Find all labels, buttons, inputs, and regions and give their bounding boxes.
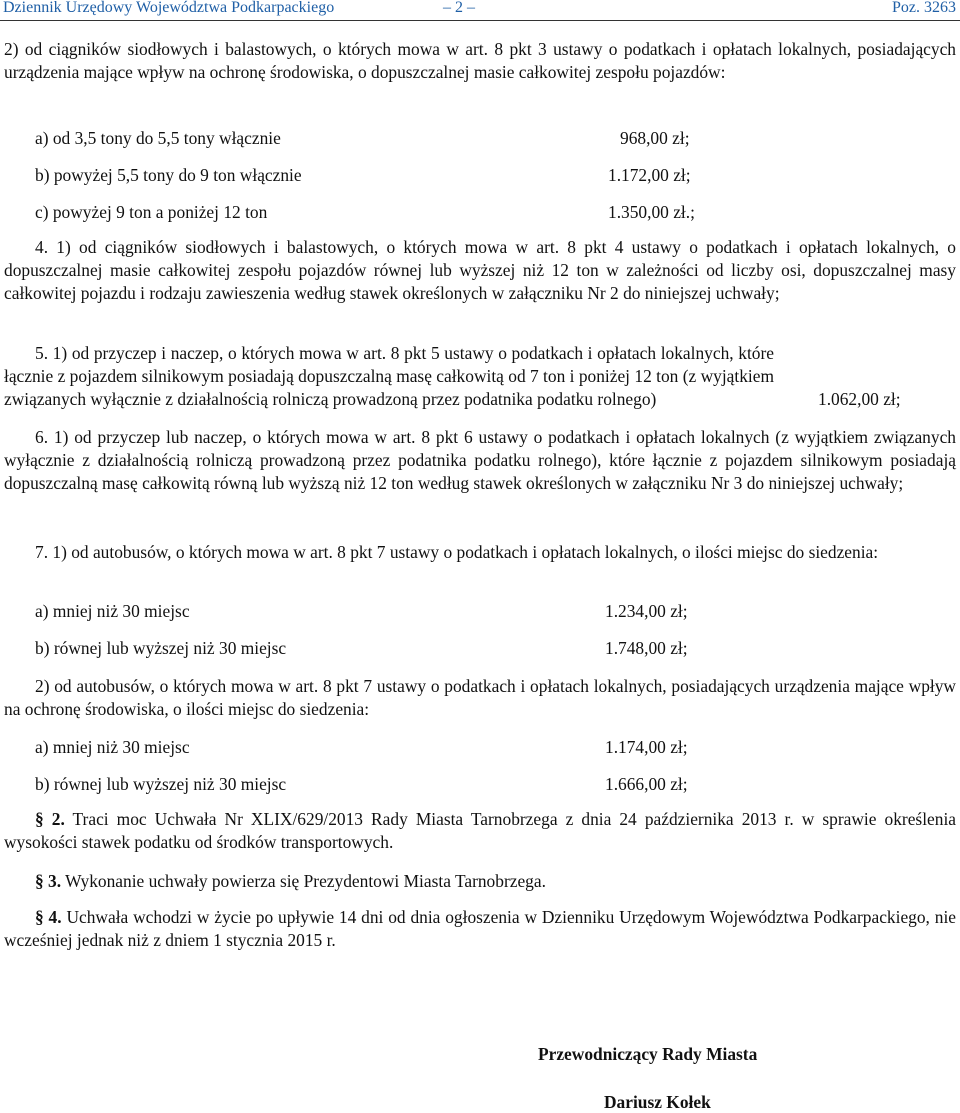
- paragraph-symbol: § 3.: [35, 871, 62, 891]
- signature-name: Dariusz Kołek: [604, 1092, 711, 1112]
- section-7-1-intro: 7. 1) od autobusów, o których mowa w art. 8 pkt 7 ustawy o podatkach i opłatach lokalnych, o ilości miejsc do siedzenia:: [35, 542, 879, 562]
- section-6: 6. 1) od przyczep lub naczep, o których mowa w art. 8 pkt 6 ustawy o podatkach i opłatach lokalnych (z wyjątkiem związanych wyłącznie z działalnością rolniczą prowadzoną przez podatnika podatku rolnego), które łącznie z pojazdem silnikowym posiadają dopuszczalną masę całkowitą równą lub wyższą niż 12 ton według stawek określonych w załączniku Nr 3 do niniejszej uchwały;: [4, 427, 956, 493]
- section-7-2-intro: 2) od autobusów, o których mowa w art. 8 pkt 7 ustawy o podatkach i opłatach lokalnych, posiadających urządzenia mające wpływ na ochronę środowiska, o ilości miejsc do siedzenia:: [4, 676, 956, 719]
- list-item: b) powyżej 5,5 tony do 9 ton włącznie: [35, 165, 302, 185]
- paragraph-text: Wykonanie uchwały powierza się Prezydentowi Miasta Tarnobrzega.: [65, 871, 546, 891]
- paragraph-text: Uchwała wchodzi w życie po upływie 14 dni od dnia ogłoszenia w Dzienniku Urzędowym Województwa Podkarpackiego, nie wcześniej jednak niż z dniem 1 stycznia 2015 r.: [4, 907, 956, 950]
- list-item: b) równej lub wyższej niż 30 miejsc: [35, 774, 287, 794]
- list-item: a) od 3,5 tony do 5,5 tony włącznie: [35, 128, 281, 148]
- section-5: 5. 1) od przyczep i naczep, o których mowa w art. 8 pkt 5 ustawy o podatkach i opłatach lokalnych, które łącznie z pojazdem silnikowym posiadają dopuszczalną masę całkowitą od 7 ton i poniżej 12 ton (z wyjątkiem związanych wyłącznie z działalnością rolniczą prowadzoną przez podatnika podatku rolnego): [4, 343, 774, 409]
- amount: 1.666,00 zł;: [605, 774, 688, 794]
- amount: 1.748,00 zł;: [605, 638, 688, 658]
- paragraph-symbol: § 4.: [35, 907, 62, 927]
- signature-title: Przewodniczący Rady Miasta: [538, 1044, 758, 1064]
- section-4: 4. 1) od ciągników siodłowych i balastowych, o których mowa w art. 8 pkt 4 ustawy o podatkach i opłatach lokalnych, o dopuszczalnej masie całkowitej zespołu pojazdów równej lub wyższej niż 12 ton w zależności od liczby osi, dopuszczalnej masy całkowitej pojazdu i rodzaju zawieszenia według stawek określonych w załączniku Nr 2 do niniejszej uchwały;: [4, 237, 956, 303]
- paragraph-4: [4, 906, 956, 952]
- amount: 1.174,00 zł;: [605, 737, 688, 757]
- list-item: a) mniej niż 30 miejsc: [35, 737, 190, 757]
- list-item: c) powyżej 9 ton a poniżej 12 ton: [35, 202, 268, 222]
- page-number: – 2 –: [443, 0, 475, 16]
- amount: 1.350,00 zł.;: [608, 202, 695, 222]
- position-number: Poz. 3263: [892, 0, 956, 16]
- paragraph-2: [4, 808, 956, 854]
- paragraph-symbol: § 2.: [35, 809, 65, 829]
- journal-title: Dziennik Urzędowy Województwa Podkarpackiego: [3, 0, 335, 16]
- paragraph-3: [4, 870, 956, 893]
- amount: 1.172,00 zł;: [608, 165, 691, 185]
- section3-2-intro: 2) od ciągników siodłowych i balastowych, o których mowa w art. 8 pkt 3 ustawy o podatkach i opłatach lokalnych, posiadających urządzenia mające wpływ na ochronę środowiska, o dopuszczalnej masie całkowitej zespołu pojazdów:: [4, 39, 956, 82]
- list-item: a) mniej niż 30 miejsc: [35, 601, 190, 621]
- amount: 1.234,00 zł;: [605, 601, 688, 621]
- list-item: b) równej lub wyższej niż 30 miejsc: [35, 638, 287, 658]
- paragraph-text: Traci moc Uchwała Nr XLIX/629/2013 Rady Miasta Tarnobrzega z dnia 24 października 2013 r. w sprawie określenia wysokości stawek podatku od środków transportowych.: [4, 809, 956, 852]
- page-header: [0, 0, 960, 21]
- amount: 1.062,00 zł;: [818, 389, 901, 409]
- amount: 968,00 zł;: [620, 128, 690, 148]
